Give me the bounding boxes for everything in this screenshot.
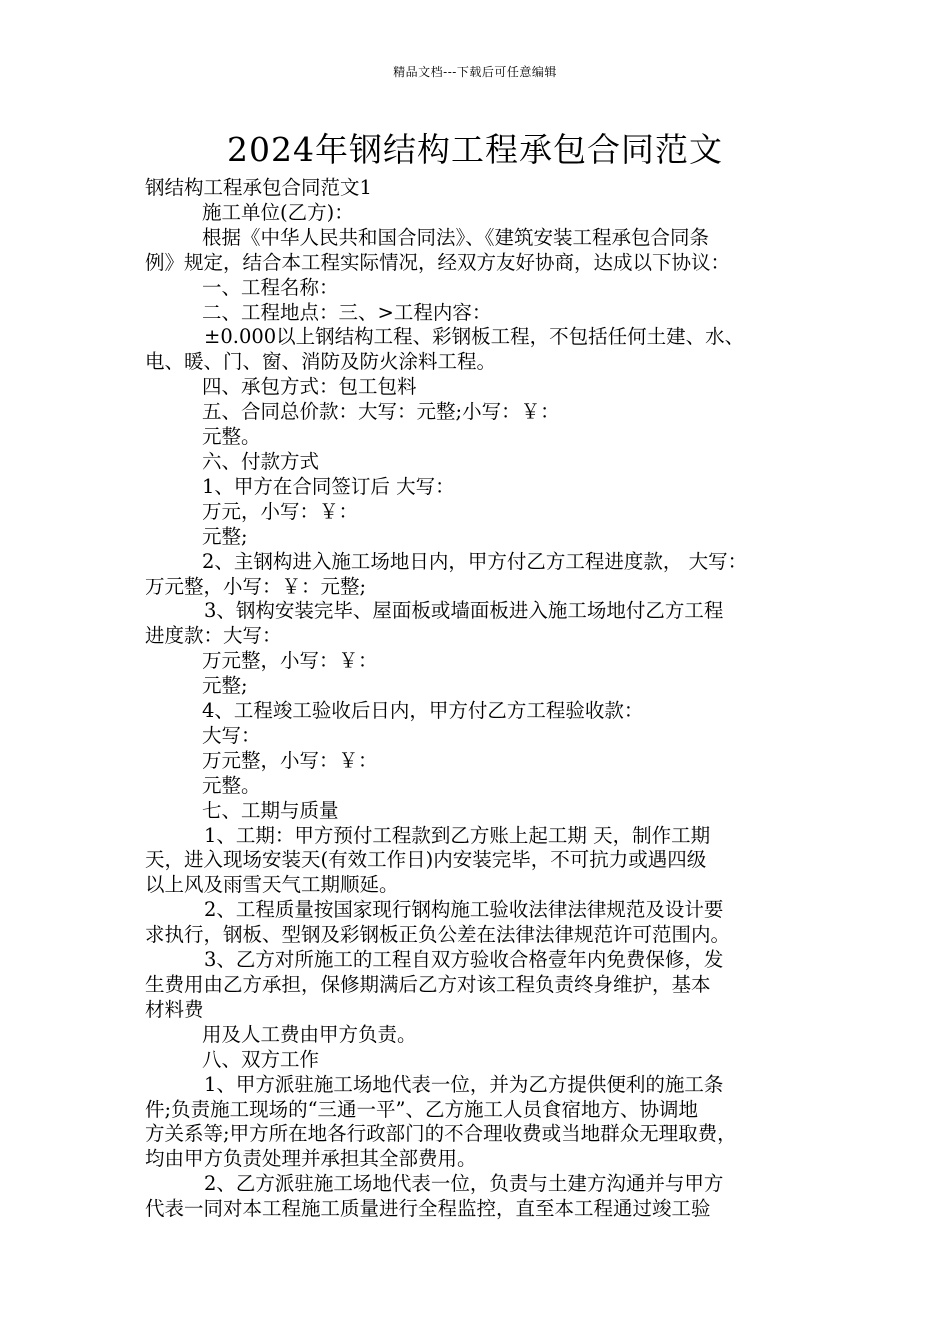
text-line: 以上风及雨雪天气工期顺延。 — [145, 873, 399, 897]
text-line: 2、乙方派驻施工场地代表一位，负责与土建方沟通并与甲方 — [204, 1172, 724, 1196]
text-line: 进度款：大写： — [145, 624, 282, 648]
text-line: 二、工程地点：三、>工程内容： — [202, 300, 492, 324]
text-line: 元整。 — [202, 425, 261, 449]
text-line: 万元整，小写：￥： — [202, 748, 378, 772]
text-line: 件;负责施工现场的“三通一平”、乙方施工人员食宿地方、协调地 — [145, 1097, 699, 1121]
text-line: 2、主钢构进入施工场地日内，甲方付乙方工程进度款， 大写： — [202, 549, 748, 573]
text-line: 求执行，钢板、型钢及彩钢板正负公差在法律法律规范许可范围内。 — [145, 923, 731, 947]
text-line: 一、工程名称： — [202, 275, 339, 299]
text-line: 1、工期：甲方预付工程款到乙方账上起工期 天，制作工期 — [204, 823, 711, 847]
text-line: 2、工程质量按国家现行钢构施工验收法律法律规范及设计要 — [204, 898, 724, 922]
text-line: 1、甲方在合同签订后 大写： — [202, 474, 455, 498]
document-title: 2024年钢结构工程承包合同范文 — [227, 130, 723, 169]
text-line: 元整。 — [202, 773, 261, 797]
text-line: 3、乙方对所施工的工程自双方验收合格壹年内免费保修，发 — [204, 948, 724, 972]
text-line: 4、工程竣工验收后日内，甲方付乙方工程验收款： — [202, 699, 644, 723]
text-line: 电、暖、门、窗、消防及防火涂料工程。 — [145, 350, 497, 374]
text-line: 万元整，小写：￥： — [202, 649, 378, 673]
text-line: 钢结构工程承包合同范文1 — [145, 176, 372, 199]
text-line: 生费用由乙方承担，保修期满后乙方对该工程负责终身维护，基本 — [145, 973, 711, 996]
text-line: ±0.000以上钢结构工程、彩钢板工程，不包括任何土建、水、 — [204, 325, 745, 349]
document-body — [145, 176, 820, 1222]
text-line: 方关系等;甲方所在地各行政部门的不合理收费或当地群众无理取费， — [145, 1122, 737, 1146]
text-line: 用及人工费由甲方负责。 — [202, 1022, 417, 1046]
text-line: 1、甲方派驻施工场地代表一位，并为乙方提供便利的施工条 — [204, 1072, 724, 1096]
text-line: 四、承包方式：包工包料 — [202, 375, 417, 399]
page-header: 精品文档---下载后可任意编辑 — [393, 65, 557, 79]
text-line: 材料费 — [145, 997, 204, 1021]
text-line: 3、钢构安装完毕、屋面板或墙面板进入施工场地付乙方工程 — [204, 599, 724, 623]
text-line: 万元，小写：￥： — [202, 499, 359, 523]
text-line: 大写： — [202, 723, 261, 747]
text-line: 均由甲方负责处理并承担其全部费用。 — [145, 1147, 477, 1171]
text-line: 例》规定，结合本工程实际情况，经双方友好协商，达成以下协议： — [145, 250, 731, 274]
text-line: 万元整，小写：￥：元整; — [145, 574, 367, 598]
text-line: 五、合同总价款：大写：元整;小写：￥： — [202, 400, 560, 424]
text-line: 八、双方工作 — [202, 1047, 320, 1071]
text-line: 七、工期与质量 — [202, 798, 339, 822]
text-line: 施工单位(乙方)： — [202, 200, 354, 224]
text-line: 代表一同对本工程施工质量进行全程监控，直至本工程通过竣工验 — [145, 1197, 711, 1221]
text-line: 元整; — [202, 674, 248, 698]
text-line: 元整; — [202, 524, 248, 548]
text-line: 六、付款方式 — [202, 449, 320, 473]
text-line: 根据《中华人民共和国合同法》、《建筑安装工程承包合同条 — [202, 225, 710, 249]
text-line: 天，进入现场安装天(有效工作日)内安装完毕，不可抗力或遇四级 — [145, 848, 707, 872]
